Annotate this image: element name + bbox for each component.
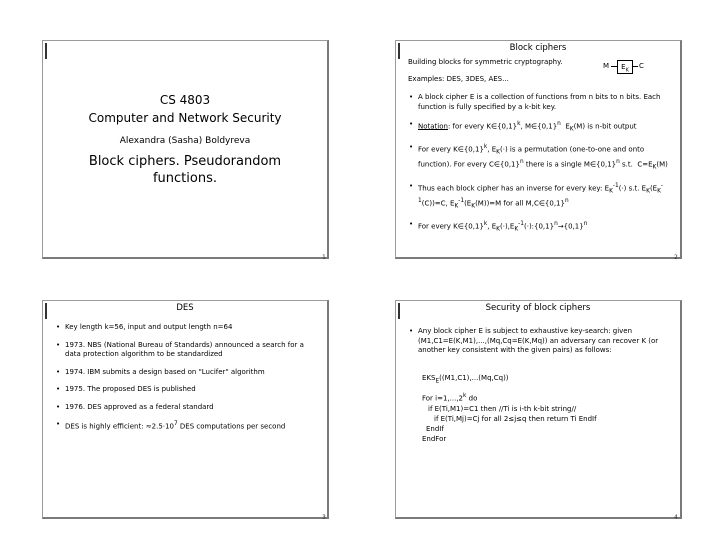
author-name: Alexandra (Sasha) Boldyreva	[119, 136, 251, 146]
slide-1	[42, 40, 329, 259]
code-line: if E(Ti,Mj)=Cj for all 2≤j≤q then return Ti EndIf	[434, 414, 597, 423]
slide-2	[395, 40, 682, 259]
page-number: 1	[322, 254, 326, 261]
code-line: EndFor	[422, 434, 447, 443]
slide-title: Security of block ciphers	[485, 303, 591, 313]
course-number: CS 4803	[159, 93, 211, 107]
bullet-item: • Notation: for every $K\in\{0,1\}^k$, $M\in\{0,1\}^n$ $E_K(M)$ is n-bit output	[408, 120, 670, 135]
bullet-item: • Any block cipher E is subject to exhaustive key-search: given (M1,C1=E(K,M1),...,(Mq,Cq=E(K,Mq)) an adversary can recover K (or another key consistent with the given pairs) as follows:	[408, 327, 670, 356]
code-line: $EKS_E((M1,C1),...(Mq,Cq))$	[422, 374, 509, 385]
pseudocode	[422, 373, 597, 444]
bullet-item: • For every $K\in\{0,1\}^k$, $E_K(\cdot),E_K^{-1}(\cdot):\{0,1\}^n\to\{0,1\}^n$	[408, 220, 670, 235]
bullet-item: • Key length k=56, input and output length n=64	[55, 323, 317, 333]
bullet-item: • 1974. IBM submits a design based on "Lucifer" algorithm	[55, 368, 317, 378]
bullet-item: • For every $K\in\{0,1\}^k$, $E_K(\cdot)$ is a permutation (one-to-one and onto function). For every $C\in\{0,1\}^n$ there is a single $M\in\{0,1\}^n$ s.t. $C=E_K(M)$	[408, 143, 670, 173]
course-name: Computer and Network Security	[88, 111, 282, 125]
page-number: 4	[674, 514, 678, 521]
bullet-item: • 1973. NBS (National Bureau of Standards) announced a search for a data protection algorithm to be standardized	[55, 341, 317, 360]
bullet-list	[408, 327, 670, 356]
slide-title: Block ciphers	[509, 43, 567, 53]
diagram-output: C	[639, 62, 644, 70]
diagram-input: M	[603, 62, 610, 70]
slide-accent-bar	[45, 43, 47, 59]
code-line: if E(Ti,M1)=C1 then //Ti is i-th k-bit string//	[428, 404, 577, 413]
bullet-list	[55, 323, 317, 432]
arrow-out	[633, 66, 638, 67]
bullet-item: • 1976. DES approved as a federal standard	[55, 403, 317, 413]
code-line: EndIf	[426, 424, 444, 433]
bullet-item: • A block cipher E is a collection of functions from n bits to n bits. Each function is fully specified by a k-bit key.	[408, 93, 670, 112]
page-number: 3	[322, 514, 326, 521]
code-line: For $i=1,...,2^k$ do	[422, 393, 478, 403]
lecture-title: Block ciphers. Pseudorandom functions.	[88, 154, 282, 186]
cipher-box: $E_K$	[617, 60, 633, 74]
intro-line-2: Examples: DES, 3DES, AES...	[408, 75, 509, 83]
intro-line-1: Building blocks for symmetric cryptography.	[408, 58, 563, 66]
bullet-item: • DES is highly efficient: $\approx 2.5\cdot 10^7$ DES computations per second	[55, 420, 317, 432]
page-number: 2	[674, 254, 678, 261]
bullet-item: • Thus each block cipher has an inverse for every key: $E_K^{-1}(\cdot)$ s.t. $E_K(E_K^{-1}(C))=C$, $E_K^{-1}(E_K(M))=M$ for all $M,C\in\{0,1\}^n$	[408, 182, 670, 212]
bullet-item: • 1975. The proposed DES is published	[55, 385, 317, 395]
slide-3	[42, 300, 329, 519]
block-cipher-diagram	[603, 59, 647, 75]
bullet-list	[408, 93, 670, 235]
slide-4	[395, 300, 682, 519]
slide-title: DES	[176, 303, 194, 313]
